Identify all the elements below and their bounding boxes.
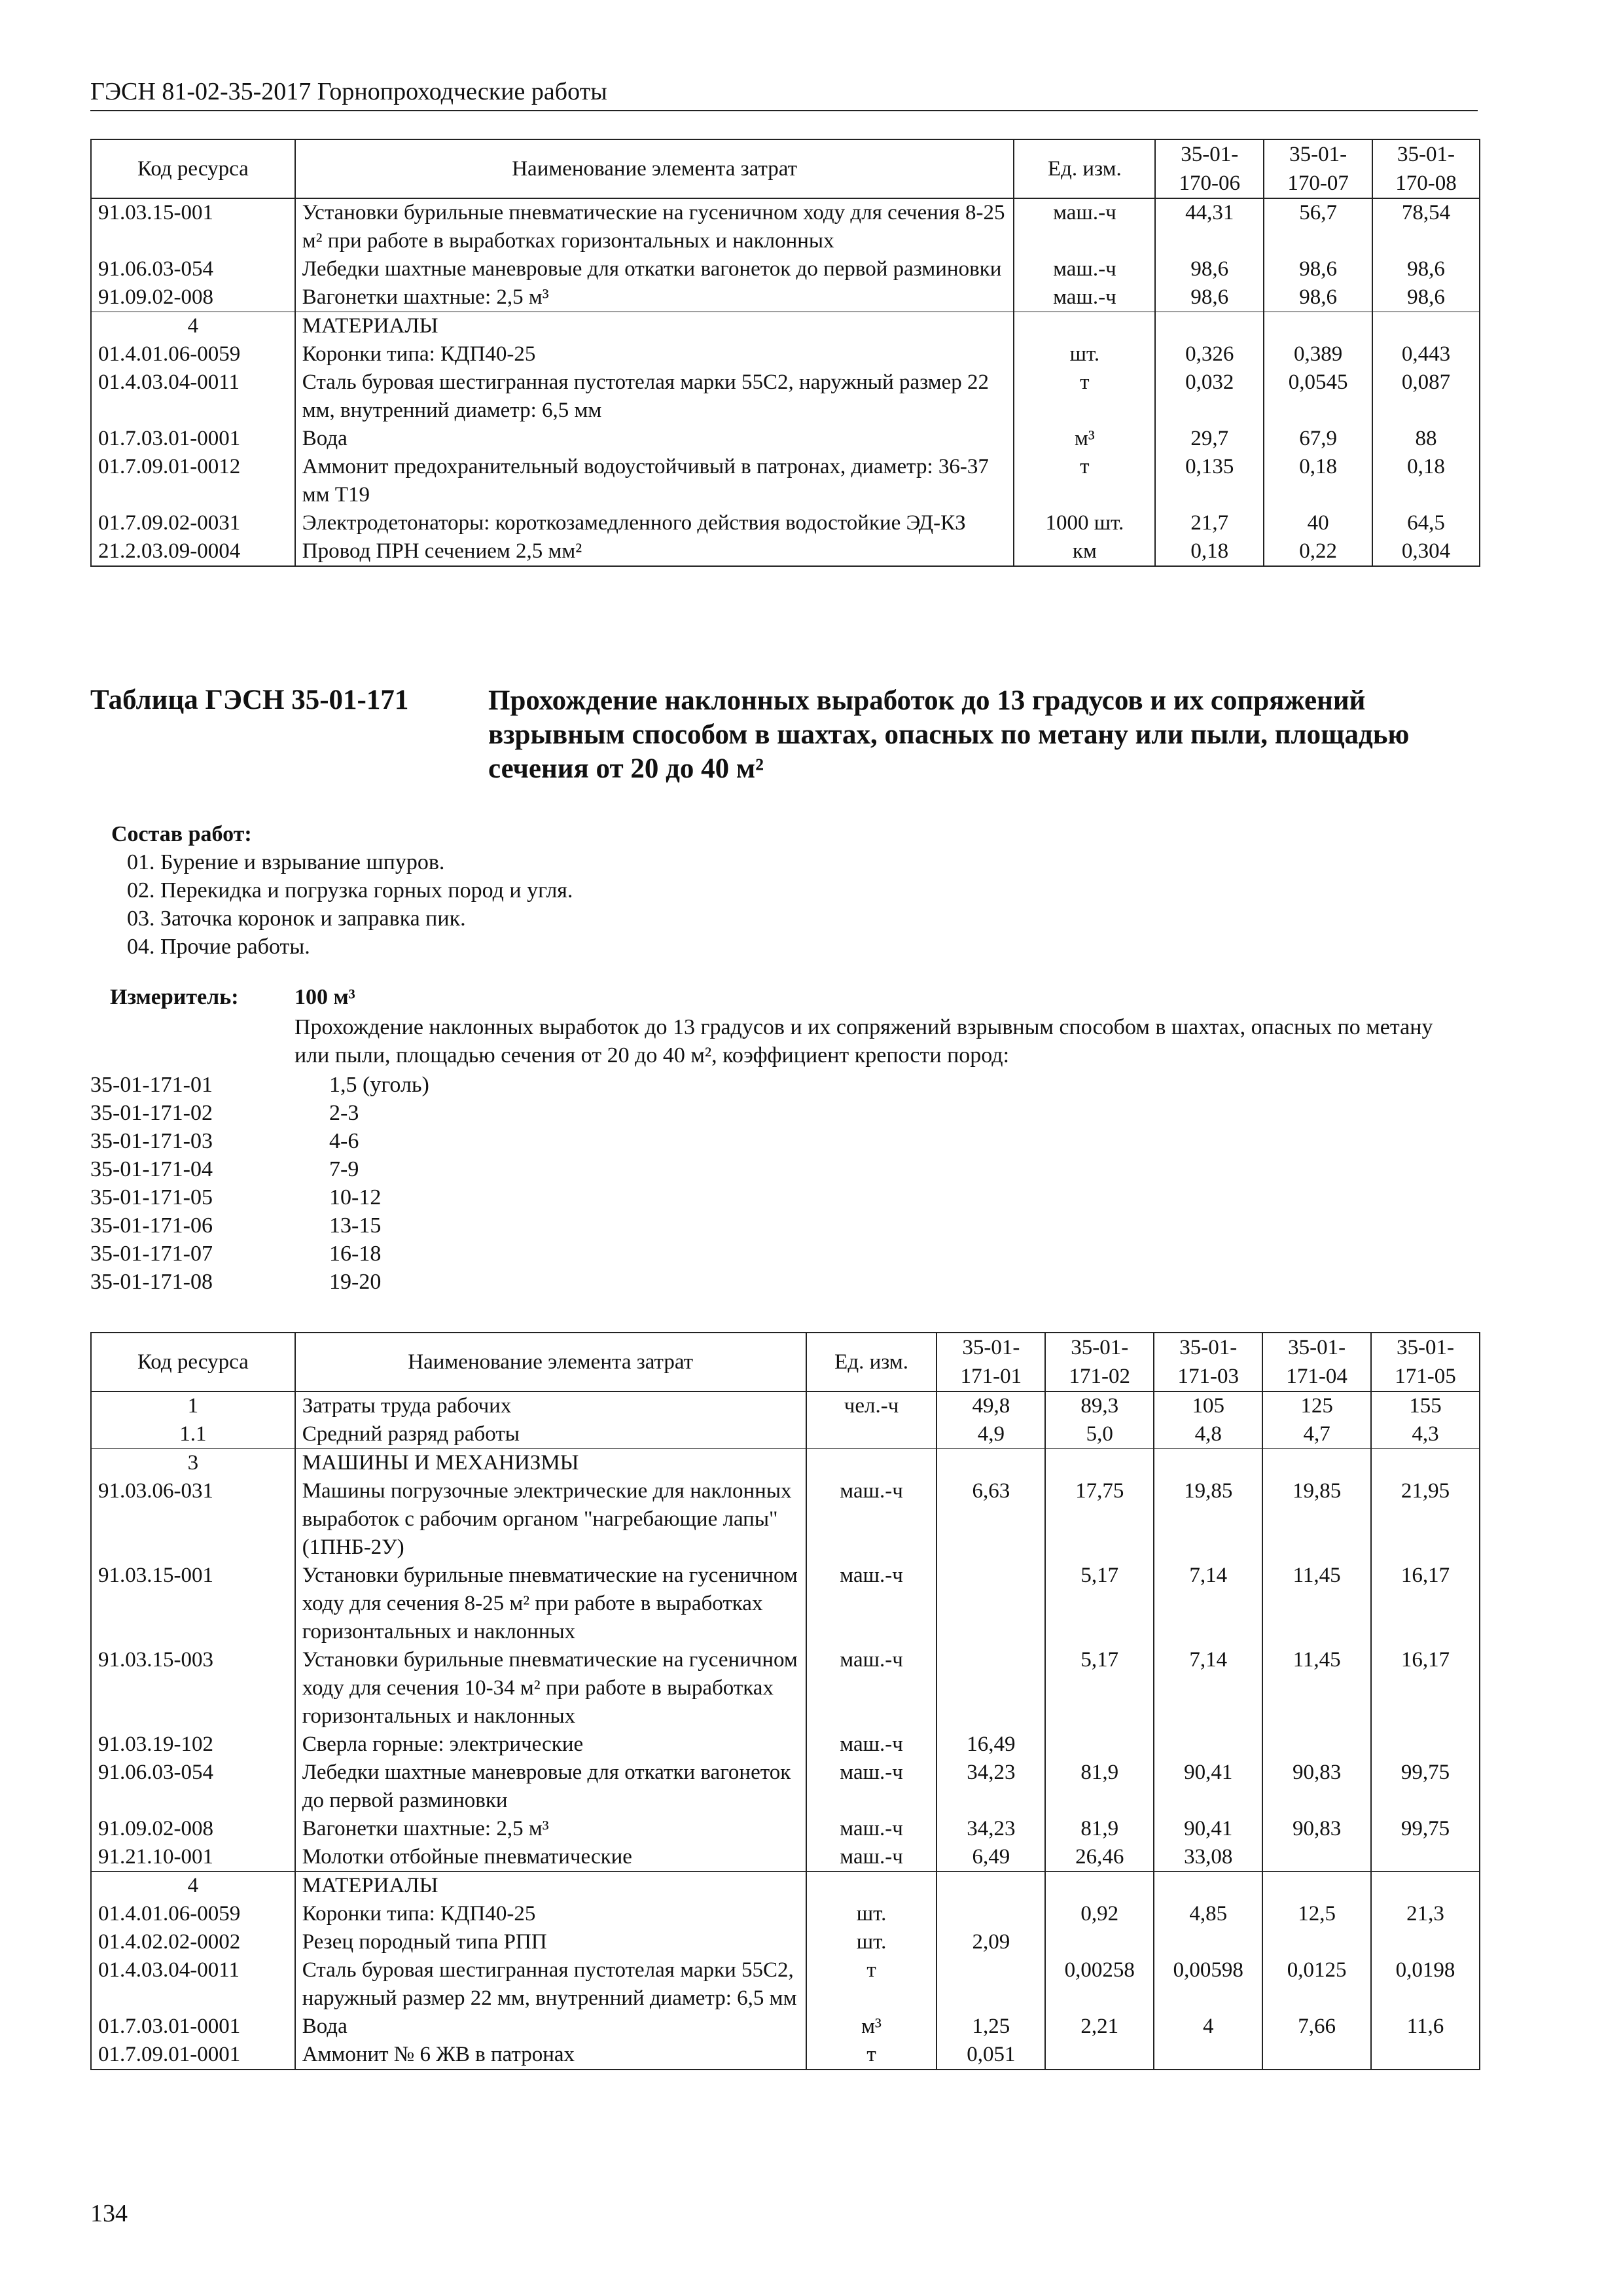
value-cell: 4 <box>1154 2013 1262 2041</box>
table-row <box>91 1759 1480 1815</box>
value-cell: 0,304 <box>1372 537 1480 566</box>
value-cell: 4,7 <box>1262 1420 1371 1449</box>
column-header: 35-01-170-07 <box>1264 139 1372 198</box>
value-cell: 0,389 <box>1264 340 1372 368</box>
value-cell: 21,3 <box>1371 1900 1480 1928</box>
resource-code: 91.21.10-001 <box>91 1843 295 1872</box>
resource-name: Резец породный типа РПП <box>295 1928 806 1956</box>
resource-code: 4 <box>91 312 295 341</box>
variant-row <box>90 1071 429 1099</box>
value-cell: 1,25 <box>936 2013 1045 2041</box>
table-row <box>91 2013 1480 2041</box>
value-cell: 0,0198 <box>1371 1956 1480 2013</box>
running-header: ГЭСН 81-02-35-2017 Горнопроходческие работы <box>90 77 1478 111</box>
resource-name: Аммонит предохранительный водоустойчивый в патронах, диаметр: 36-37 мм Т19 <box>295 453 1014 509</box>
value-cell: 89,3 <box>1045 1391 1154 1420</box>
resource-code: 01.4.03.04-0011 <box>91 368 295 425</box>
table-row <box>91 1391 1480 1420</box>
measure-label: Измеритель: <box>110 985 239 1009</box>
column-header: 35-01-170-08 <box>1372 139 1480 198</box>
value-cell: 5,0 <box>1045 1420 1154 1449</box>
variant-row <box>90 1183 429 1211</box>
composition-item: 01. Бурение и взрывание шпуров. <box>127 850 445 874</box>
value-cell: 98,6 <box>1264 255 1372 283</box>
value-cell: 33,08 <box>1154 1843 1262 1872</box>
value-cell: 99,75 <box>1371 1815 1480 1843</box>
value-cell: 99,75 <box>1371 1759 1480 1815</box>
resource-code: 01.4.03.04-0011 <box>91 1956 295 2013</box>
variant-code: 35-01-171-01 <box>90 1073 213 1097</box>
composition-item: 02. Перекидка и погрузка горных пород и угля. <box>127 878 573 903</box>
value-cell: 7,66 <box>1262 2013 1371 2041</box>
resource-code: 01.7.09.02-0031 <box>91 509 295 537</box>
variant-row <box>90 1155 429 1183</box>
value-cell <box>1154 2041 1262 2070</box>
resource-name: Сталь буровая шестигранная пустотелая марки 55С2, наружный размер 22 мм, внутренний диаметр: 6,5 мм <box>295 1956 806 2013</box>
resource-code: 91.09.02-008 <box>91 283 295 312</box>
value-cell: 0,087 <box>1372 368 1480 425</box>
value-cell: 155 <box>1371 1391 1480 1420</box>
resource-name: Электродетонаторы: короткозамедленного действия водостойкие ЭД-КЗ <box>295 509 1014 537</box>
variant-value: 2-3 <box>329 1101 359 1125</box>
value-cell: 19,85 <box>1262 1477 1371 1562</box>
value-cell: 105 <box>1154 1391 1262 1420</box>
resource-code: 3 <box>91 1449 295 1478</box>
table-row <box>91 425 1480 453</box>
value-cell <box>936 1449 1045 1478</box>
value-cell <box>1154 1928 1262 1956</box>
resource-code: 01.4.02.02-0002 <box>91 1928 295 1956</box>
table-row <box>91 198 1480 255</box>
value-cell: 98,6 <box>1155 283 1264 312</box>
resource-code: 01.4.01.06-0059 <box>91 340 295 368</box>
unit-cell: маш.-ч <box>806 1646 937 1731</box>
table-header-row <box>91 139 1480 198</box>
resource-code: 01.4.01.06-0059 <box>91 1900 295 1928</box>
value-cell: 90,83 <box>1262 1759 1371 1815</box>
table-title: Прохождение наклонных выработок до 13 градусов и их сопряжений взрывным способом в шахтах, опасных по метану или пыли, площадью сечения от 20 до 40 м² <box>488 685 1410 784</box>
table-row <box>91 1900 1480 1928</box>
column-header: Код ресурса <box>91 1333 295 1391</box>
value-cell: 98,6 <box>1264 283 1372 312</box>
table-title-label: Таблица ГЭСН 35-01-171 <box>90 685 409 715</box>
unit-cell: шт. <box>806 1928 937 1956</box>
variant-row <box>90 1268 429 1296</box>
value-cell: 90,41 <box>1154 1759 1262 1815</box>
unit-cell: маш.-ч <box>806 1843 937 1872</box>
value-cell: 11,45 <box>1262 1646 1371 1731</box>
resource-code: 91.03.15-003 <box>91 1646 295 1731</box>
unit-cell: км <box>1014 537 1155 566</box>
resource-code: 91.09.02-008 <box>91 1815 295 1843</box>
unit-cell: шт. <box>1014 340 1155 368</box>
variant-value: 4-6 <box>329 1129 359 1153</box>
composition-label: Состав работ: <box>111 822 252 846</box>
value-cell: 0,92 <box>1045 1900 1154 1928</box>
unit-cell <box>806 1420 937 1449</box>
table-row <box>91 453 1480 509</box>
value-cell <box>1262 1872 1371 1901</box>
value-cell: 64,5 <box>1372 509 1480 537</box>
unit-cell: м³ <box>1014 425 1155 453</box>
unit-cell: маш.-ч <box>806 1562 937 1646</box>
unit-cell: маш.-ч <box>1014 255 1155 283</box>
page-number: 134 <box>90 2200 128 2227</box>
column-header: Наименование элемента затрат <box>295 139 1014 198</box>
value-cell <box>1371 1872 1480 1901</box>
value-cell: 78,54 <box>1372 198 1480 255</box>
value-cell <box>936 1956 1045 2013</box>
resource-name: Вода <box>295 2013 806 2041</box>
unit-cell: маш.-ч <box>806 1815 937 1843</box>
table-row <box>91 1815 1480 1843</box>
table-row <box>91 2041 1480 2070</box>
column-header: Ед. изм. <box>806 1333 937 1391</box>
value-cell: 16,49 <box>936 1731 1045 1759</box>
unit-cell: чел.-ч <box>806 1391 937 1420</box>
value-cell <box>1045 1731 1154 1759</box>
table-row <box>91 255 1480 283</box>
table-row <box>91 1928 1480 1956</box>
variant-value: 13-15 <box>329 1213 382 1238</box>
value-cell: 0,443 <box>1372 340 1480 368</box>
value-cell: 21,7 <box>1155 509 1264 537</box>
resource-name: Вода <box>295 425 1014 453</box>
value-cell: 4,9 <box>936 1420 1045 1449</box>
value-cell: 0,0125 <box>1262 1956 1371 2013</box>
section-row <box>91 1872 1480 1901</box>
resource-name: Коронки типа: КДП40-25 <box>295 340 1014 368</box>
composition-item: 03. Заточка коронок и заправка пик. <box>127 906 466 931</box>
value-cell <box>936 1900 1045 1928</box>
value-cell: 67,9 <box>1264 425 1372 453</box>
resource-name: Лебедки шахтные маневровые для откатки вагонеток до первой разминовки <box>295 255 1014 283</box>
value-cell: 0,0545 <box>1264 368 1372 425</box>
variant-code: 35-01-171-03 <box>90 1129 213 1153</box>
resource-name: Установки бурильные пневматические на гусеничном ходу для сечения 10-34 м² при работе в выработках горизонтальных и наклонных <box>295 1646 806 1731</box>
variant-row <box>90 1099 429 1127</box>
table-row <box>91 1562 1480 1646</box>
resource-name: Установки бурильные пневматические на гусеничном ходу для сечения 8-25 м² при работе в выработках горизонтальных и наклонных <box>295 1562 806 1646</box>
value-cell: 90,41 <box>1154 1815 1262 1843</box>
variant-row <box>90 1211 429 1240</box>
value-cell: 4,3 <box>1371 1420 1480 1449</box>
value-cell: 21,95 <box>1371 1477 1480 1562</box>
table-row <box>91 1477 1480 1562</box>
value-cell: 2,09 <box>936 1928 1045 1956</box>
value-cell <box>936 1872 1045 1901</box>
value-cell: 0,18 <box>1372 453 1480 509</box>
value-cell: 98,6 <box>1372 283 1480 312</box>
unit-cell: т <box>806 2041 937 2070</box>
resource-code: 1.1 <box>91 1420 295 1449</box>
value-cell: 11,45 <box>1262 1562 1371 1646</box>
column-header: 35-01-171-03 <box>1154 1333 1262 1391</box>
value-cell: 0,18 <box>1264 453 1372 509</box>
value-cell <box>1154 1731 1262 1759</box>
value-cell: 34,23 <box>936 1759 1045 1815</box>
variant-list <box>90 1071 429 1296</box>
variant-value: 10-12 <box>329 1185 382 1210</box>
variant-value: 19-20 <box>329 1270 382 1294</box>
value-cell: 0,18 <box>1155 537 1264 566</box>
measure-unit: 100 м³ <box>294 985 355 1009</box>
value-cell: 7,14 <box>1154 1646 1262 1731</box>
value-cell <box>1045 2041 1154 2070</box>
table-row <box>91 340 1480 368</box>
resource-name: Затраты труда рабочих <box>295 1391 806 1420</box>
value-cell <box>1371 1731 1480 1759</box>
variant-code: 35-01-171-06 <box>90 1213 213 1238</box>
column-header: Код ресурса <box>91 139 295 198</box>
value-cell: 81,9 <box>1045 1815 1154 1843</box>
resource-name: Коронки типа: КДП40-25 <box>295 1900 806 1928</box>
variant-value: 1,5 (уголь) <box>329 1073 429 1097</box>
unit-cell: т <box>1014 453 1155 509</box>
column-header: 35-01-170-06 <box>1155 139 1264 198</box>
resource-name: Вагонетки шахтные: 2,5 м³ <box>295 1815 806 1843</box>
resource-code: 91.03.06-031 <box>91 1477 295 1562</box>
value-cell: 5,17 <box>1045 1562 1154 1646</box>
column-header: 35-01-171-05 <box>1371 1333 1480 1391</box>
table-row <box>91 1731 1480 1759</box>
value-cell <box>1372 312 1480 341</box>
resource-code: 01.7.09.01-0012 <box>91 453 295 509</box>
unit-cell: т <box>806 1956 937 2013</box>
composition-item: 04. Прочие работы. <box>127 935 310 959</box>
value-cell: 40 <box>1264 509 1372 537</box>
value-cell: 26,46 <box>1045 1843 1154 1872</box>
resource-code: 91.06.03-054 <box>91 255 295 283</box>
table-row <box>91 537 1480 566</box>
value-cell: 0,00598 <box>1154 1956 1262 2013</box>
value-cell: 12,5 <box>1262 1900 1371 1928</box>
value-cell <box>1045 1928 1154 1956</box>
value-cell: 0,135 <box>1155 453 1264 509</box>
value-cell: 0,032 <box>1155 368 1264 425</box>
value-cell: 88 <box>1372 425 1480 453</box>
value-cell: 0,00258 <box>1045 1956 1154 2013</box>
value-cell: 5,17 <box>1045 1646 1154 1731</box>
value-cell: 4,85 <box>1154 1900 1262 1928</box>
table-row <box>91 283 1480 312</box>
unit-cell: т <box>1014 368 1155 425</box>
table-row <box>91 1646 1480 1731</box>
resource-name: Молотки отбойные пневматические <box>295 1843 806 1872</box>
resource-name: МАТЕРИАЛЫ <box>295 1872 806 1901</box>
value-cell: 19,85 <box>1154 1477 1262 1562</box>
resource-table-171 <box>90 1332 1480 2070</box>
resource-code: 01.7.03.01-0001 <box>91 425 295 453</box>
variant-value: 16-18 <box>329 1242 382 1266</box>
column-header: Наименование элемента затрат <box>295 1333 806 1391</box>
value-cell: 29,7 <box>1155 425 1264 453</box>
resource-name: Сверла горные: электрические <box>295 1731 806 1759</box>
column-header: Ед. изм. <box>1014 139 1155 198</box>
value-cell: 11,6 <box>1371 2013 1480 2041</box>
work-composition <box>111 820 573 961</box>
variant-code: 35-01-171-07 <box>90 1242 213 1266</box>
value-cell: 7,14 <box>1154 1562 1262 1646</box>
resource-name: Машины погрузочные электрические для наклонных выработок с рабочим органом "нагребающие лапы" (1ПНБ-2У) <box>295 1477 806 1562</box>
resource-code: 91.03.15-001 <box>91 198 295 255</box>
resource-code: 91.03.19-102 <box>91 1731 295 1759</box>
value-cell: 4,8 <box>1154 1420 1262 1449</box>
value-cell <box>1154 1872 1262 1901</box>
resource-name: Провод ПРН сечением 2,5 мм² <box>295 537 1014 566</box>
unit-cell <box>1014 312 1155 341</box>
unit-cell: 1000 шт. <box>1014 509 1155 537</box>
measure-description: Прохождение наклонных выработок до 13 градусов и их сопряжений взрывным способом в шахтах, опасных по метану или пыли, площадью сечения от 20 до 40 м², коэффициент крепости пород: <box>294 1015 1433 1067</box>
value-cell: 0,051 <box>936 2041 1045 2070</box>
table-row <box>91 1843 1480 1872</box>
table-row <box>91 509 1480 537</box>
value-cell: 16,17 <box>1371 1562 1480 1646</box>
variant-value: 7-9 <box>329 1157 359 1181</box>
table-row <box>91 1420 1480 1449</box>
value-cell: 56,7 <box>1264 198 1372 255</box>
value-cell <box>1262 1928 1371 1956</box>
resource-name: Установки бурильные пневматические на гусеничном ходу для сечения 8-25 м² при работе в выработках горизонтальных и наклонных <box>295 198 1014 255</box>
resource-table-170 <box>90 139 1480 567</box>
resource-name: Аммонит № 6 ЖВ в патронах <box>295 2041 806 2070</box>
column-header: 35-01-171-02 <box>1045 1333 1154 1391</box>
variant-code: 35-01-171-02 <box>90 1101 213 1125</box>
section-row <box>91 312 1480 341</box>
variant-code: 35-01-171-04 <box>90 1157 213 1181</box>
resource-code: 01.7.03.01-0001 <box>91 2013 295 2041</box>
value-cell <box>1371 1928 1480 1956</box>
value-cell: 125 <box>1262 1391 1371 1420</box>
resource-code: 91.06.03-054 <box>91 1759 295 1815</box>
value-cell <box>1371 1843 1480 1872</box>
variant-code: 35-01-171-05 <box>90 1185 213 1210</box>
value-cell <box>1264 312 1372 341</box>
table-header-row <box>91 1333 1480 1391</box>
table-row <box>91 1956 1480 2013</box>
unit-cell <box>806 1449 937 1478</box>
unit-cell: шт. <box>806 1900 937 1928</box>
variant-row <box>90 1240 429 1268</box>
resource-name: Вагонетки шахтные: 2,5 м³ <box>295 283 1014 312</box>
value-cell <box>1262 1843 1371 1872</box>
value-cell: 49,8 <box>936 1391 1045 1420</box>
column-header: 35-01-171-01 <box>936 1333 1045 1391</box>
value-cell: 2,21 <box>1045 2013 1154 2041</box>
resource-code: 1 <box>91 1391 295 1420</box>
unit-cell: маш.-ч <box>806 1731 937 1759</box>
table-row <box>91 368 1480 425</box>
unit-cell: м³ <box>806 2013 937 2041</box>
value-cell <box>1262 2041 1371 2070</box>
section-row <box>91 1449 1480 1478</box>
value-cell: 6,63 <box>936 1477 1045 1562</box>
value-cell <box>1262 1449 1371 1478</box>
value-cell: 90,83 <box>1262 1815 1371 1843</box>
value-cell <box>936 1646 1045 1731</box>
resource-code: 4 <box>91 1872 295 1901</box>
resource-name: МАШИНЫ И МЕХАНИЗМЫ <box>295 1449 806 1478</box>
value-cell: 98,6 <box>1155 255 1264 283</box>
value-cell: 44,31 <box>1155 198 1264 255</box>
value-cell <box>1045 1872 1154 1901</box>
value-cell <box>1154 1449 1262 1478</box>
variant-row <box>90 1127 429 1155</box>
value-cell: 0,22 <box>1264 537 1372 566</box>
unit-cell: маш.-ч <box>1014 198 1155 255</box>
value-cell <box>1045 1449 1154 1478</box>
value-cell: 6,49 <box>936 1843 1045 1872</box>
unit-cell: маш.-ч <box>806 1477 937 1562</box>
resource-name: Лебедки шахтные маневровые для откатки вагонеток до первой разминовки <box>295 1759 806 1815</box>
value-cell: 81,9 <box>1045 1759 1154 1815</box>
value-cell <box>1155 312 1264 341</box>
resource-code: 01.7.09.01-0001 <box>91 2041 295 2070</box>
value-cell: 98,6 <box>1372 255 1480 283</box>
unit-cell: маш.-ч <box>806 1759 937 1815</box>
value-cell <box>1262 1731 1371 1759</box>
unit-cell <box>806 1872 937 1901</box>
value-cell <box>936 1562 1045 1646</box>
resource-name: Средний разряд работы <box>295 1420 806 1449</box>
value-cell: 17,75 <box>1045 1477 1154 1562</box>
unit-cell: маш.-ч <box>1014 283 1155 312</box>
value-cell: 16,17 <box>1371 1646 1480 1731</box>
resource-name: Сталь буровая шестигранная пустотелая марки 55С2, наружный размер 22 мм, внутренний диаметр: 6,5 мм <box>295 368 1014 425</box>
value-cell: 0,326 <box>1155 340 1264 368</box>
value-cell <box>1371 2041 1480 2070</box>
resource-code: 21.2.03.09-0004 <box>91 537 295 566</box>
resource-name: МАТЕРИАЛЫ <box>295 312 1014 341</box>
variant-code: 35-01-171-08 <box>90 1270 213 1294</box>
column-header: 35-01-171-04 <box>1262 1333 1371 1391</box>
value-cell <box>1371 1449 1480 1478</box>
value-cell: 34,23 <box>936 1815 1045 1843</box>
resource-code: 91.03.15-001 <box>91 1562 295 1646</box>
